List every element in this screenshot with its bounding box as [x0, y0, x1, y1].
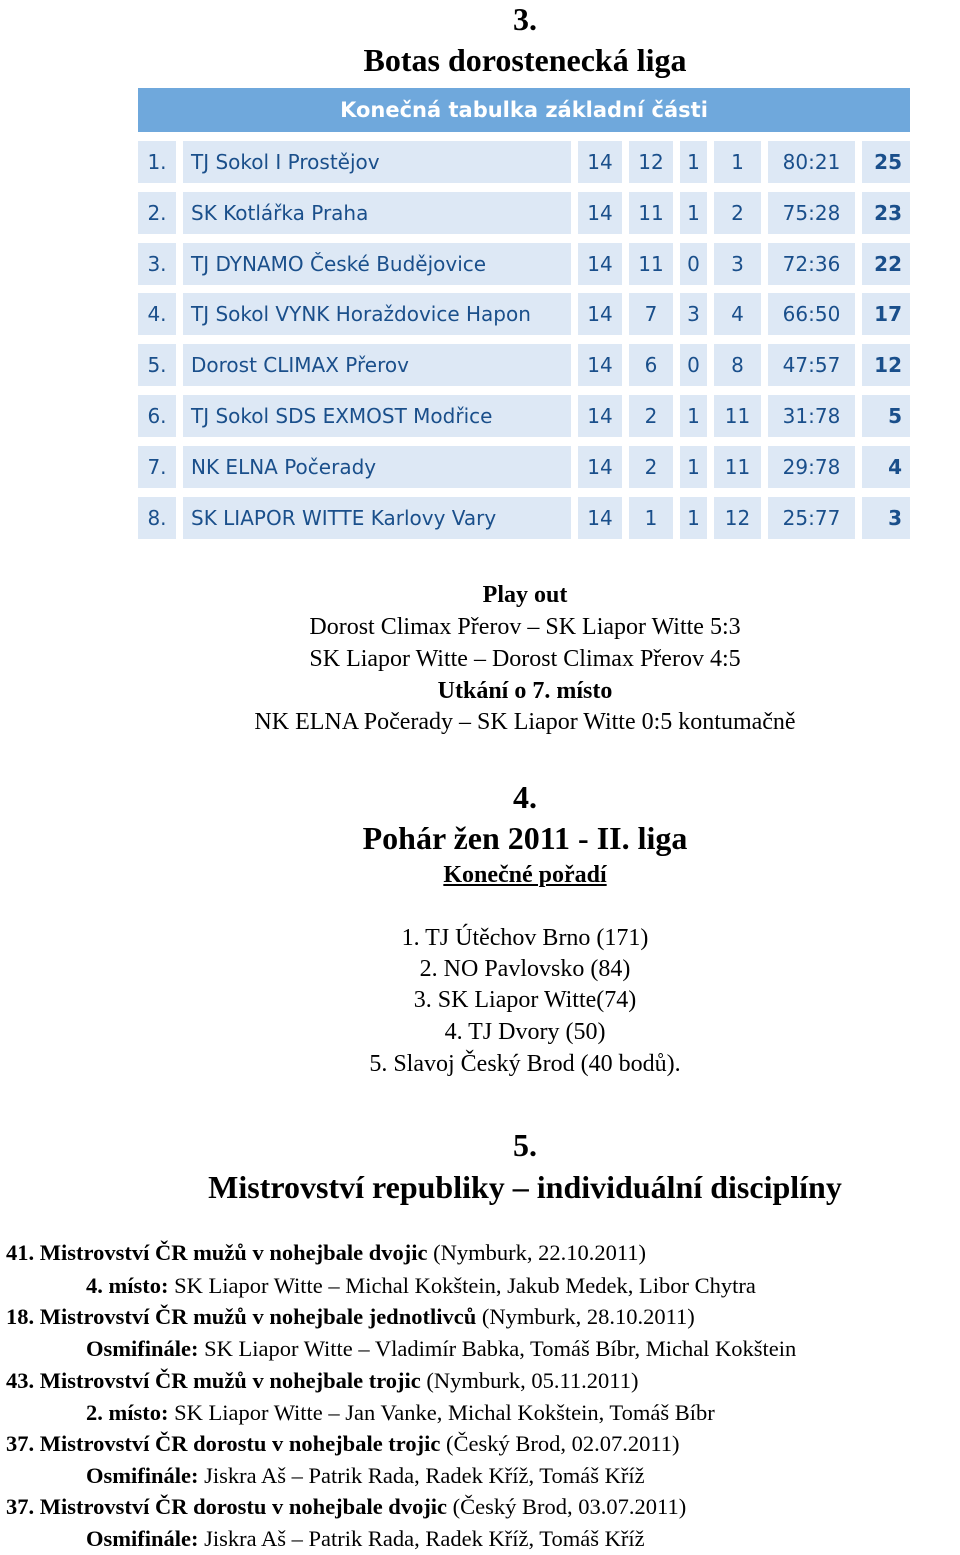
- cell-score: 75:28: [768, 192, 855, 234]
- result-2-label: Osmifinále:: [86, 1336, 199, 1361]
- result-4-label: Osmifinále:: [86, 1463, 199, 1488]
- event-2-details: (Nymburk, 28.10.2011): [476, 1304, 695, 1329]
- cell-score: 29:78: [768, 446, 855, 488]
- playout-title: Play out: [482, 582, 568, 608]
- event-5-details: (Český Brod, 03.07.2011): [447, 1494, 687, 1519]
- section3-title: Botas dorostenecká liga: [363, 42, 687, 78]
- event-2: [6, 1301, 695, 1333]
- cell-team: TJ Sokol I Prostějov: [183, 141, 571, 183]
- cell-losses: 12: [714, 497, 761, 539]
- cell-played: 14: [578, 344, 622, 386]
- standing-1: 1. TJ Útěchov Brno (171): [401, 925, 649, 951]
- cell-rank: 6.: [138, 395, 176, 437]
- result-2-text: SK Liapor Witte – Vladimír Babka, Tomáš Bíbr, Michal Kokštein: [198, 1336, 797, 1361]
- cell-score: 25:77: [768, 497, 855, 539]
- cell-team: NK ELNA Počerady: [183, 446, 571, 488]
- table-header-label: Konečná tabulka základní části: [340, 98, 708, 122]
- cell-rank: 2.: [138, 192, 176, 234]
- result-5: [86, 1523, 645, 1555]
- cell-losses: 2: [714, 192, 761, 234]
- result-4-text: Jiskra Aš – Patrik Rada, Radek Kříž, Tomáš Kříž: [198, 1463, 645, 1488]
- cell-points: 4: [862, 446, 910, 488]
- cell-losses: 8: [714, 344, 761, 386]
- result-1: [86, 1270, 756, 1302]
- playout-line-2: SK Liapor Witte – Dorost Climax Přerov 4:5: [309, 646, 741, 672]
- seventh-place-title: Utkání o 7. místo: [437, 678, 613, 704]
- section4-subtitle: Konečné pořadí: [443, 862, 607, 888]
- cell-score: 80:21: [768, 141, 855, 183]
- event-2-name: 18. Mistrovství ČR mužů v nohejbale jednotlivců: [6, 1304, 477, 1329]
- event-4-details: (Český Brod, 02.07.2011): [440, 1431, 680, 1456]
- cell-rank: 8.: [138, 497, 176, 539]
- playout-line-1: Dorost Climax Přerov – SK Liapor Witte 5:3: [309, 614, 741, 640]
- cell-wins: 1: [629, 497, 673, 539]
- cell-team: SK LIAPOR WITTE Karlovy Vary: [183, 497, 571, 539]
- event-5-name: 37. Mistrovství ČR dorostu v nohejbale dvojic: [6, 1494, 448, 1519]
- event-1-details: (Nymburk, 22.10.2011): [427, 1240, 646, 1265]
- cell-draws: 1: [680, 497, 707, 539]
- event-3-name: 43. Mistrovství ČR mužů v nohejbale trojic: [6, 1368, 421, 1393]
- event-3-details: (Nymburk, 05.11.2011): [420, 1368, 639, 1393]
- cell-draws: 1: [680, 446, 707, 488]
- cell-wins: 11: [629, 243, 673, 285]
- result-5-text: Jiskra Aš – Patrik Rada, Radek Kříž, Tomáš Kříž: [198, 1526, 645, 1551]
- cell-score: 47:57: [768, 344, 855, 386]
- cell-score: 66:50: [768, 293, 855, 335]
- cell-rank: 1.: [138, 141, 176, 183]
- cell-wins: 7: [629, 293, 673, 335]
- section5-number: 5.: [513, 1127, 537, 1163]
- cell-team: SK Kotlářka Praha: [183, 192, 571, 234]
- section4-title: Pohár žen 2011 - II. liga: [362, 820, 688, 856]
- cell-rank: 7.: [138, 446, 176, 488]
- cell-losses: 11: [714, 446, 761, 488]
- standing-3: 3. SK Liapor Witte(74): [413, 987, 637, 1013]
- result-4: [86, 1460, 645, 1492]
- cell-draws: 1: [680, 395, 707, 437]
- cell-points: 23: [862, 192, 910, 234]
- cell-team: TJ Sokol VYNK Horaždovice Hapon: [183, 293, 571, 335]
- result-3-label: 2. místo:: [86, 1400, 169, 1425]
- cell-losses: 4: [714, 293, 761, 335]
- cell-draws: 0: [680, 344, 707, 386]
- result-1-text: SK Liapor Witte – Michal Kokštein, Jakub Medek, Libor Chytra: [168, 1273, 756, 1298]
- cell-draws: 1: [680, 192, 707, 234]
- standing-4: 4. TJ Dvory (50): [444, 1019, 606, 1045]
- cell-played: 14: [578, 141, 622, 183]
- cell-wins: 2: [629, 446, 673, 488]
- cell-played: 14: [578, 497, 622, 539]
- section5-title: Mistrovství republiky – individuální disciplíny: [208, 1169, 842, 1205]
- event-4: [6, 1428, 680, 1460]
- cell-wins: 12: [629, 141, 673, 183]
- cell-team: Dorost CLIMAX Přerov: [183, 344, 571, 386]
- cell-points: 22: [862, 243, 910, 285]
- result-3: [86, 1397, 715, 1429]
- cell-played: 14: [578, 293, 622, 335]
- cell-draws: 3: [680, 293, 707, 335]
- cell-rank: 5.: [138, 344, 176, 386]
- section3-number: 3.: [513, 1, 537, 37]
- cell-points: 25: [862, 141, 910, 183]
- cell-losses: 1: [714, 141, 761, 183]
- table-header: [138, 88, 910, 132]
- result-5-label: Osmifinále:: [86, 1526, 199, 1551]
- cell-played: 14: [578, 243, 622, 285]
- section4-number: 4.: [513, 779, 537, 815]
- standing-5: 5. Slavoj Český Brod (40 bodů).: [369, 1051, 681, 1077]
- event-1-name: 41. Mistrovství ČR mužů v nohejbale dvojic: [6, 1240, 428, 1265]
- cell-points: 12: [862, 344, 910, 386]
- event-5: [6, 1491, 686, 1523]
- cell-losses: 11: [714, 395, 761, 437]
- event-1: [6, 1237, 646, 1269]
- cell-team: TJ Sokol SDS EXMOST Modřice: [183, 395, 571, 437]
- cell-wins: 6: [629, 344, 673, 386]
- cell-wins: 2: [629, 395, 673, 437]
- cell-draws: 1: [680, 141, 707, 183]
- cell-played: 14: [578, 395, 622, 437]
- cell-losses: 3: [714, 243, 761, 285]
- cell-rank: 4.: [138, 293, 176, 335]
- result-1-label: 4. místo:: [86, 1273, 169, 1298]
- cell-score: 72:36: [768, 243, 855, 285]
- cell-rank: 3.: [138, 243, 176, 285]
- cell-played: 14: [578, 192, 622, 234]
- cell-points: 5: [862, 395, 910, 437]
- result-3-text: SK Liapor Witte – Jan Vanke, Michal Kokštein, Tomáš Bíbr: [168, 1400, 715, 1425]
- cell-score: 31:78: [768, 395, 855, 437]
- cell-points: 3: [862, 497, 910, 539]
- standing-2: 2. NO Pavlovsko (84): [419, 956, 631, 982]
- event-3: [6, 1365, 638, 1397]
- event-4-name: 37. Mistrovství ČR dorostu v nohejbale trojic: [6, 1431, 441, 1456]
- cell-played: 14: [578, 446, 622, 488]
- cell-points: 17: [862, 293, 910, 335]
- cell-team: TJ DYNAMO České Budějovice: [183, 243, 571, 285]
- result-2: [86, 1333, 796, 1365]
- seventh-place-line: NK ELNA Počerady – SK Liapor Witte 0:5 kontumačně: [254, 709, 796, 735]
- cell-wins: 11: [629, 192, 673, 234]
- cell-draws: 0: [680, 243, 707, 285]
